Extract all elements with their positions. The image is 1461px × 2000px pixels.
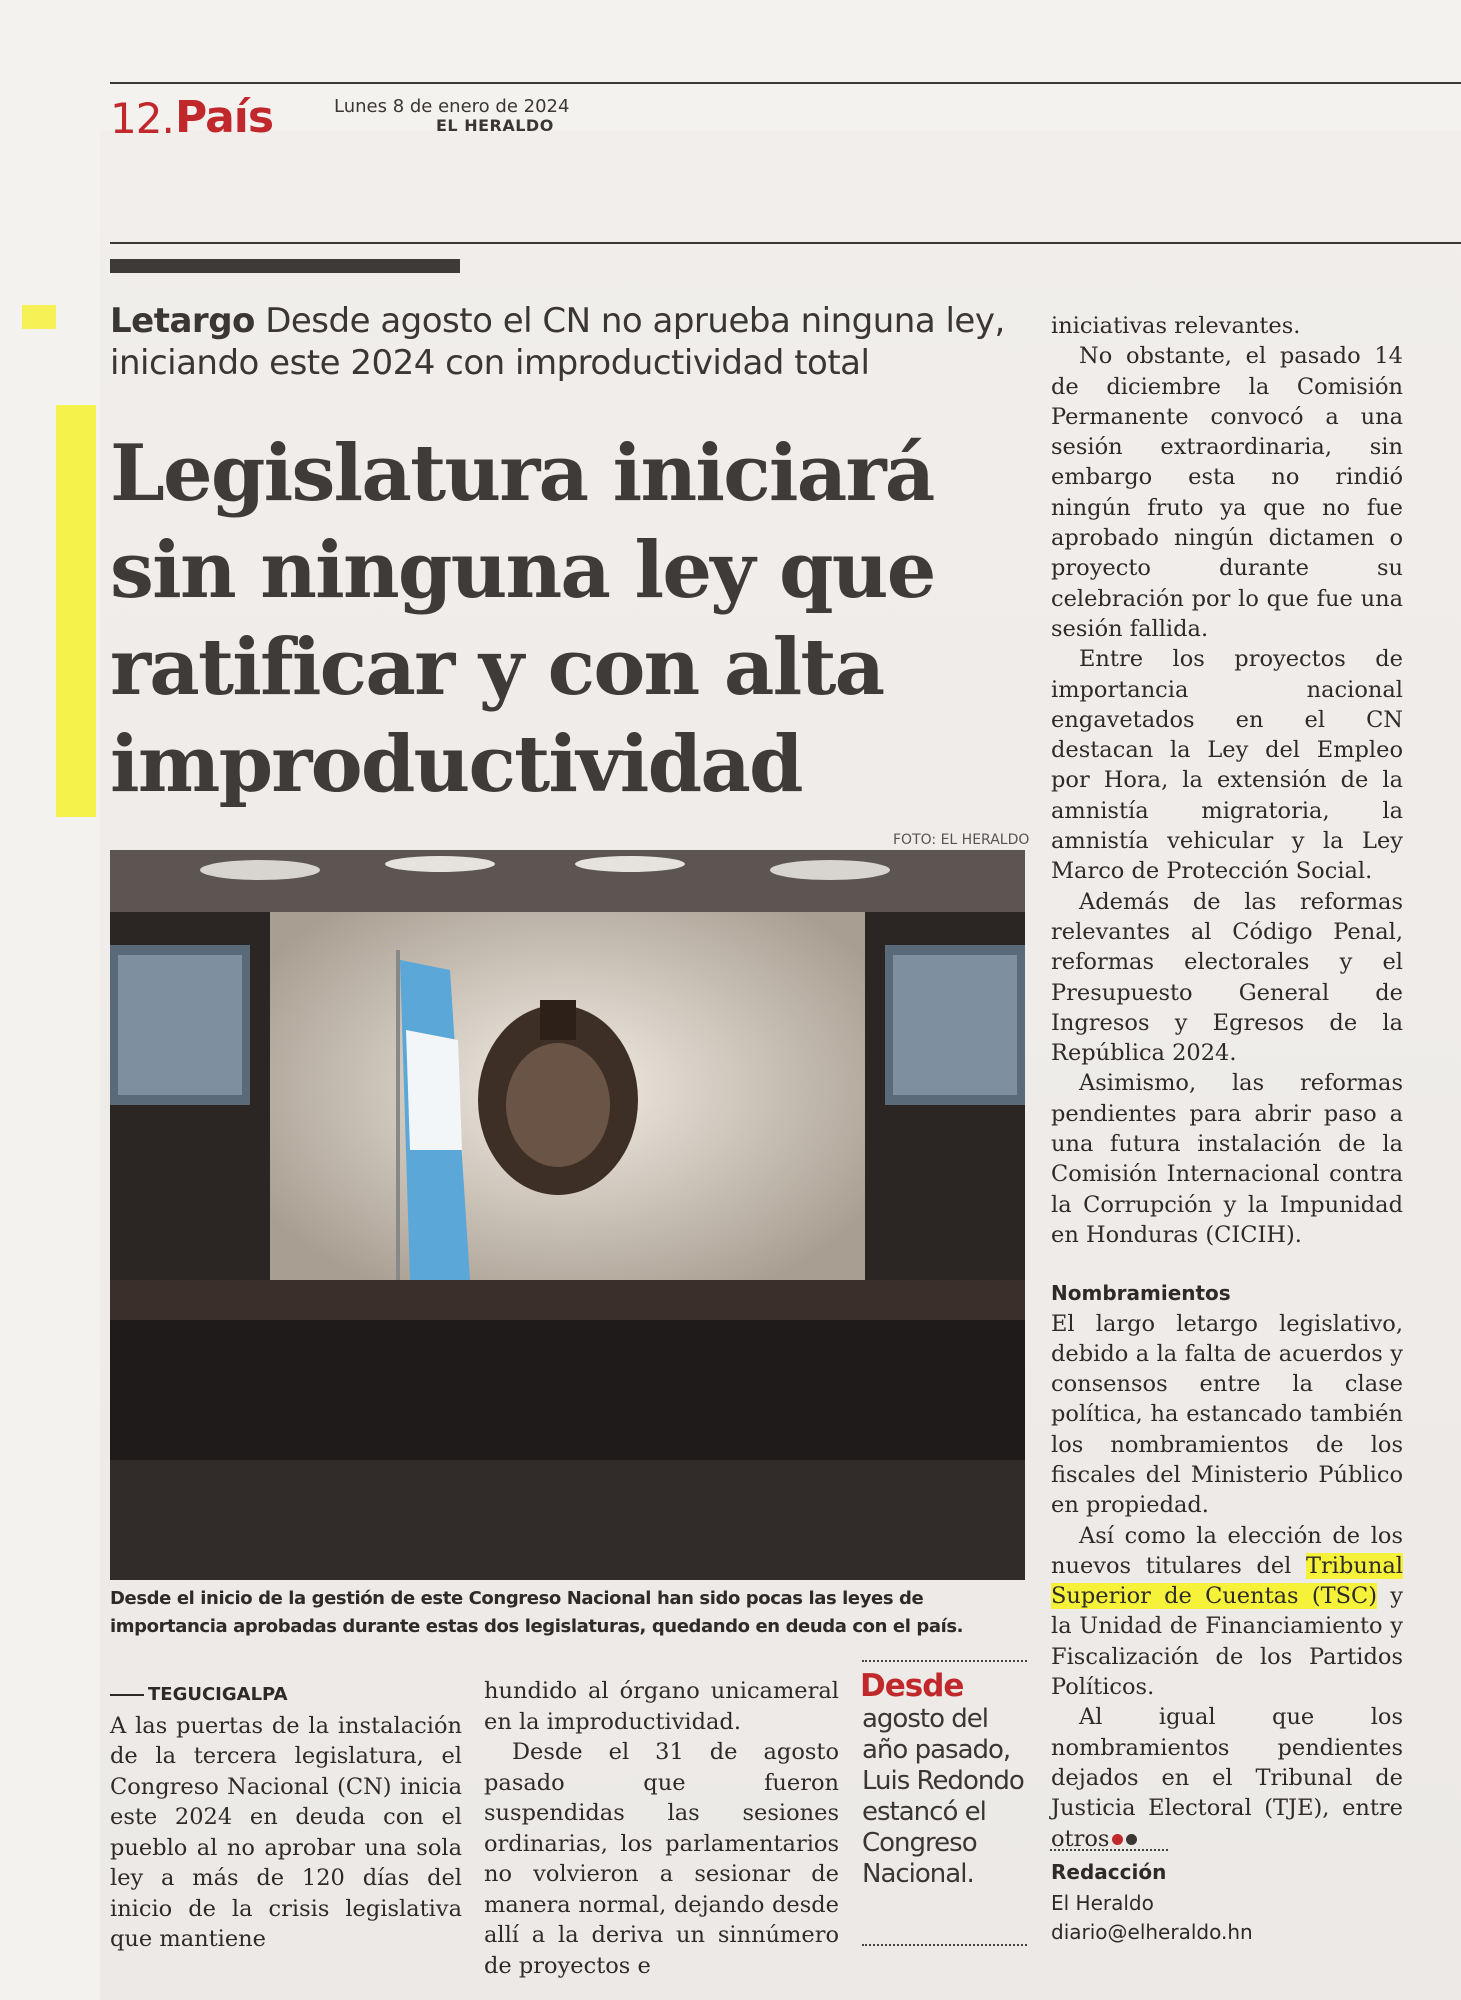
article-bar xyxy=(110,259,460,273)
column-1 xyxy=(110,1680,462,1955)
byline-label: Redacción xyxy=(1051,1860,1167,1884)
byline-name: El Heraldo xyxy=(1051,1891,1154,1915)
kicker-text: Desde agosto el CN no aprueba ninguna ley, iniciando este 2024 con improductividad total xyxy=(110,301,1005,383)
top-rule xyxy=(110,82,1461,84)
paragraph-text: Así como la elección de los nuevos titulares del xyxy=(1051,1522,1403,1579)
header-rule xyxy=(110,242,1461,244)
photo-caption: Desde el inicio de la gestión de este Congreso Nacional han sido pocas las leyes de importancia aprobadas durante estas dos legislaturas, quedando en deuda con el país. xyxy=(110,1588,964,1637)
paragraph: El largo letargo legislativo, debido a la falta de acuerdos y consensos entre la clase política, ha estancado también los nombramientos de los fiscales del Ministerio Público en propiedad. xyxy=(1051,1310,1403,1519)
page-number: 12. xyxy=(110,94,174,143)
issue-date: Lunes 8 de enero de 2024 xyxy=(334,96,570,117)
paragraph xyxy=(1051,1702,1403,1853)
photo-credit: FOTO: EL HERALDO xyxy=(893,832,1030,848)
paragraph: Desde el 31 de agosto pasado que fueron suspendidas las sesiones ordinarias, los parlamentarios no volvieron a sesionar de manera normal, dejando desde allí a la deriva un sinnúmero de proyectos e xyxy=(484,1739,839,1979)
end-mark-icon xyxy=(1112,1834,1123,1845)
pullquote-rule xyxy=(862,1944,1027,1946)
paragraph: Entre los proyectos de importancia nacional engavetados en el CN destacan la Ley del Empleo por Hora, la extensión de la amnistía migratoria, la amnistía vehicular y la Ley Marco de Protección Social. xyxy=(1051,646,1403,885)
highlighter-mark xyxy=(56,405,96,817)
pullquote-lead: Desde xyxy=(860,1668,964,1704)
headline: Legislatura iniciará sin ninguna ley que ratificar y con alta improductividad xyxy=(110,428,935,810)
paragraph-text: Al igual que los nombramientos pendientes dejados en el Tribunal de Justicia Electoral (TJE), entre otros xyxy=(1051,1704,1403,1852)
end-mark-icon xyxy=(1126,1834,1137,1845)
byline-email[interactable]: diario@elheraldo.hn xyxy=(1051,1920,1253,1944)
kicker xyxy=(110,300,1010,384)
column-3 xyxy=(1051,311,1403,1854)
column-2 xyxy=(484,1676,839,1981)
section-title: País xyxy=(175,92,274,143)
subhead: Nombramientos xyxy=(1051,1281,1231,1306)
paragraph xyxy=(1051,1521,1403,1703)
paragraph: No obstante, el pasado 14 de diciembre la Comisión Permanente convocó a una sesión extraordinaria, sin embargo esta no rindió ningún fruto ya que no fue aprobado ningún dictamen o proyecto durante su celebración por lo que fue una sesión fallida. xyxy=(1051,343,1403,642)
paragraph-text: y la Unidad de Financiamiento y Fiscalización de los Partidos Políticos. xyxy=(1051,1583,1403,1701)
byline-rule xyxy=(1050,1849,1168,1851)
highlighter-mark xyxy=(22,305,56,329)
highlighted-text: Tribunal Superior de Cuentas (TSC) xyxy=(1051,1552,1403,1610)
paragraph: Asimismo, las reformas pendientes para abrir paso a una futura instalación de la Comisión Internacional contra la Corrupción y la Impunidad en Honduras (CICIH). xyxy=(1051,1070,1403,1248)
paragraph: hundido al órgano unicameral en la improductividad. xyxy=(484,1678,839,1735)
dateline: TEGUCIGALPA xyxy=(110,1680,462,1711)
paragraph: Además de las reformas relevantes al Código Penal, reformas electorales y el Presupuesto General de Ingresos y Egresos de la República 2024. xyxy=(1051,888,1403,1067)
paragraph: A las puertas de la instalación de la tercera legislatura, el Congreso Nacional (CN) inicia este 2024 en deuda con el pueblo al no aprobar una sola ley a más de 120 días del inicio de la crisis legislativa que mantiene xyxy=(110,1712,462,1952)
congress-photo xyxy=(110,850,1025,1580)
kicker-label: Letargo xyxy=(110,301,255,341)
pullquote-rule xyxy=(862,1660,1027,1662)
newspaper-name: EL HERALDO xyxy=(436,116,554,135)
pullquote-text: agosto del año pasado, Luis Redondo estancó el Congreso Nacional. xyxy=(862,1704,1024,1889)
paragraph: iniciativas relevantes. xyxy=(1051,313,1301,339)
